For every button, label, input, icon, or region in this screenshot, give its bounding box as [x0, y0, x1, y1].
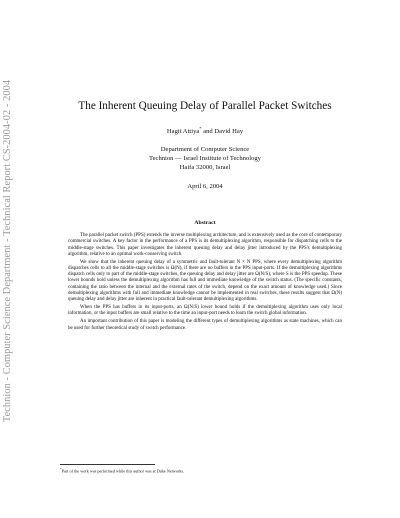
paper-date: April 6, 2004	[187, 183, 223, 190]
affiliation-block	[60, 145, 350, 172]
technical-report-stamp: Technion - Computer Science Department - Technical Report CS-2004-02 - 2004	[2, 79, 13, 423]
affiliation-department: Department of Computer Science	[160, 146, 250, 153]
abstract-heading: Abstract	[194, 220, 216, 226]
paper-title: The Inherent Queuing Delay of Parallel Packet Switches	[78, 100, 332, 112]
abstract-paragraph: When the PPS has buffers in its input-ports, an Ω(N/S) lower bound holds if the demultiplexing algorithm uses only local information, or the input buffers are small relative to the time an input-port needs to learn the switch global information.	[68, 305, 342, 317]
footnote-text: Part of the work was performed while this author was at Duke Networks.	[61, 468, 185, 474]
footnote-marker: *	[60, 467, 62, 471]
author-line	[60, 126, 350, 135]
abstract-paragraph: We show that the inherent queuing delay of a symmetric and fault-tolerant N × N PPS, where every demultiplexing algorithm dispatches cells to all the middle-stage switches is Ω(N), if there are no buffers in the PPS input-ports. If the demultiplexing algorithms dispatch cells only to part of the middle-stage switches, the queuing delay and delay jitter are Ω(N/S), where S is the PPS speedup. These lower bounds hold unless the demultiplexing algorithm has full and immediate knowledge of the switch status. (The specific constants, containing the ratio between the internal and the external rates of the switch, depend on the exact amount of knowledge used.) Since demultiplexing algorithms with full and immediate knowledge cannot be implemented in real switches, these results suggest that Ω(N) queuing delay and delay jitter are inherent in practical fault-tolerant demultiplexing algorithms.	[68, 259, 342, 303]
footnote	[60, 467, 350, 473]
abstract-paragraph: The parallel packet switch (PPS) extends the inverse multiplexing architecture, and is extensively used as the core of contemporary commercial switches. A key factor in the performance of a PPS is its demultiplexing algorithm, responsible for dispatching cells to the middle-stage switches. This paper investigates the inherent queuing delay and delay jitter introduced by the PPS's demultiplexing algorithm, relative to an optimal work-conserving switch.	[68, 233, 342, 257]
abstract-paragraph: An important contribution of this paper is modeling the different types of demultiplexing algorithms as state machines, which can be used for further theoretical study of switch performance.	[68, 319, 342, 331]
footnote-mark: *	[199, 126, 202, 131]
affiliation-institution: Technion — Israel Institute of Technology	[149, 155, 261, 162]
author-first: Hagit Attiya	[166, 128, 200, 136]
abstract-body	[68, 233, 342, 332]
footnote-rule	[60, 464, 155, 465]
affiliation-city: Haifa 32000, Israel	[179, 164, 231, 171]
author-rest: and David Hay	[201, 128, 244, 136]
